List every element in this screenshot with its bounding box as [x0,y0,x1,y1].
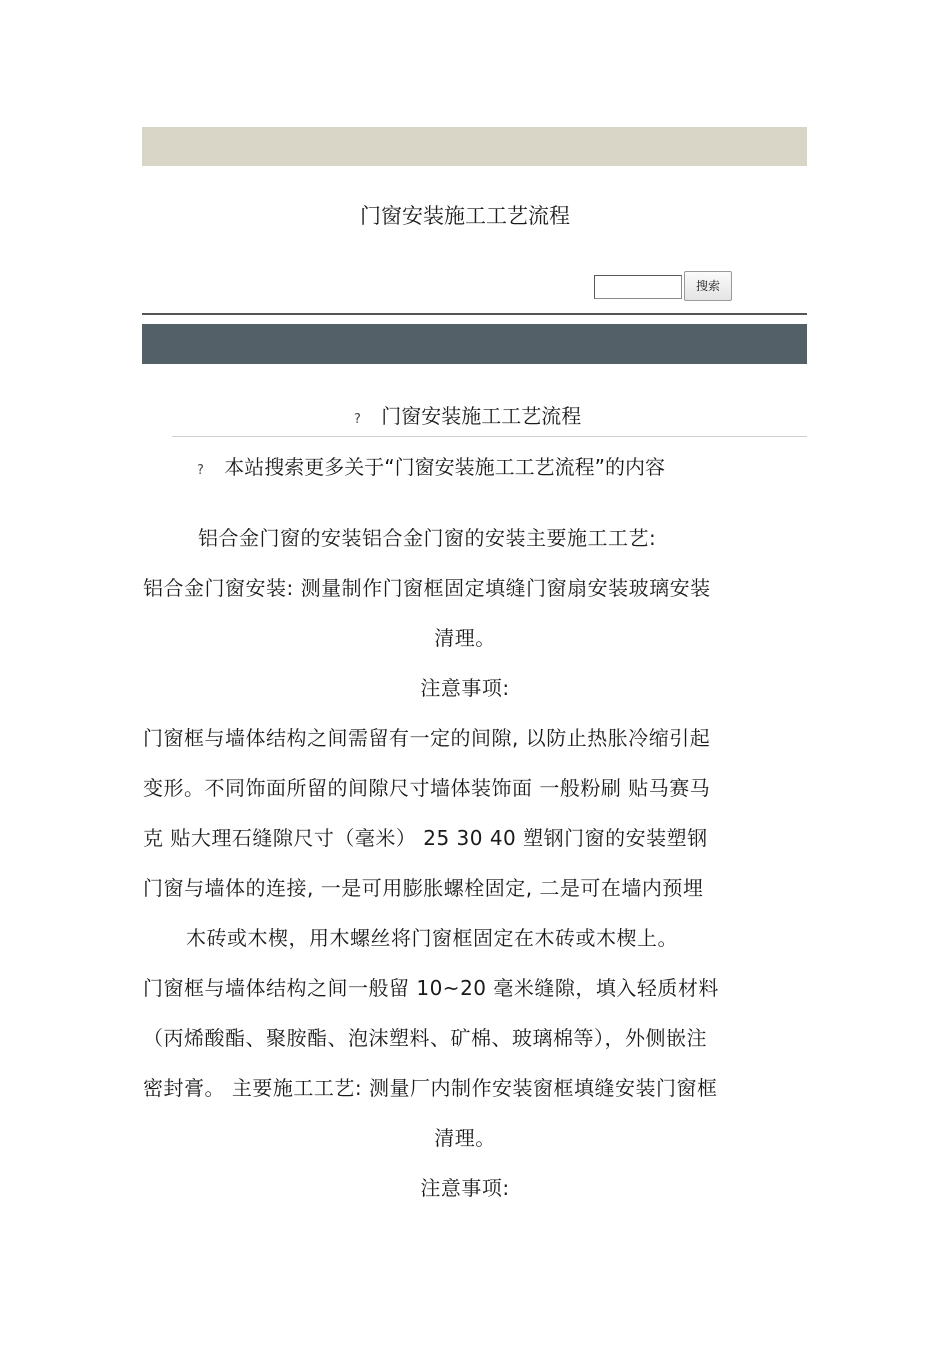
page-title: 门窗安装施工工艺流程 [360,204,570,228]
article-line: 变形。不同饰面所留的间隙尺寸墙体装饰面 一般粉刷 贴马赛马 [143,776,711,800]
article-line: 铝合金门窗的安装铝合金门窗的安装主要施工工艺: [198,526,657,550]
top-banner [142,127,807,166]
article-line: 密封膏。 主要施工工艺: 测量厂内制作安装窗框填缝安装门窗框 [143,1076,718,1100]
article-line: 门窗框与墙体结构之间需留有一定的间隙, 以防止热胀冷缩引起 [143,726,711,750]
article-line: 清理。 [434,1126,496,1150]
nav-bar [142,324,807,364]
header-divider [142,313,807,315]
link-label: 门窗安装施工工艺流程 [381,404,582,428]
article-heading: 注意事项: [420,676,510,700]
article-line: 门窗框与墙体结构之间一般留 10~20 毫米缝隙，填入轻质材料 [143,976,719,1000]
search-button[interactable]: 搜索 [684,271,732,301]
link-item-search-more[interactable] [197,451,665,480]
link-label: 本站搜索更多关于“门窗安装施工工艺流程”的内容 [224,455,665,479]
article-line: 克 贴大理石缝隙尺寸（毫米） 25 30 40 塑钢门窗的安装塑钢 [143,826,708,850]
link-item-article[interactable] [354,400,581,429]
bullet-icon: ? [197,463,204,478]
link-divider [172,436,807,437]
search-input[interactable] [594,275,682,299]
article-line: （丙烯酸酯、聚胺酯、泡沫塑料、矿棉、玻璃棉等），外侧嵌注 [143,1026,707,1050]
article-line: 门窗与墙体的连接, 一是可用膨胀螺栓固定, 二是可在墙内预埋 [143,876,704,900]
bullet-icon: ? [354,412,361,427]
article-heading: 注意事项: [420,1176,510,1200]
article-line: 清理。 [434,626,496,650]
article-line: 铝合金门窗安装: 测量制作门窗框固定填缝门窗扇安装玻璃安装 [143,576,711,600]
article-line: 木砖或木楔，用木螺丝将门窗框固定在木砖或木楔上。 [186,926,678,950]
